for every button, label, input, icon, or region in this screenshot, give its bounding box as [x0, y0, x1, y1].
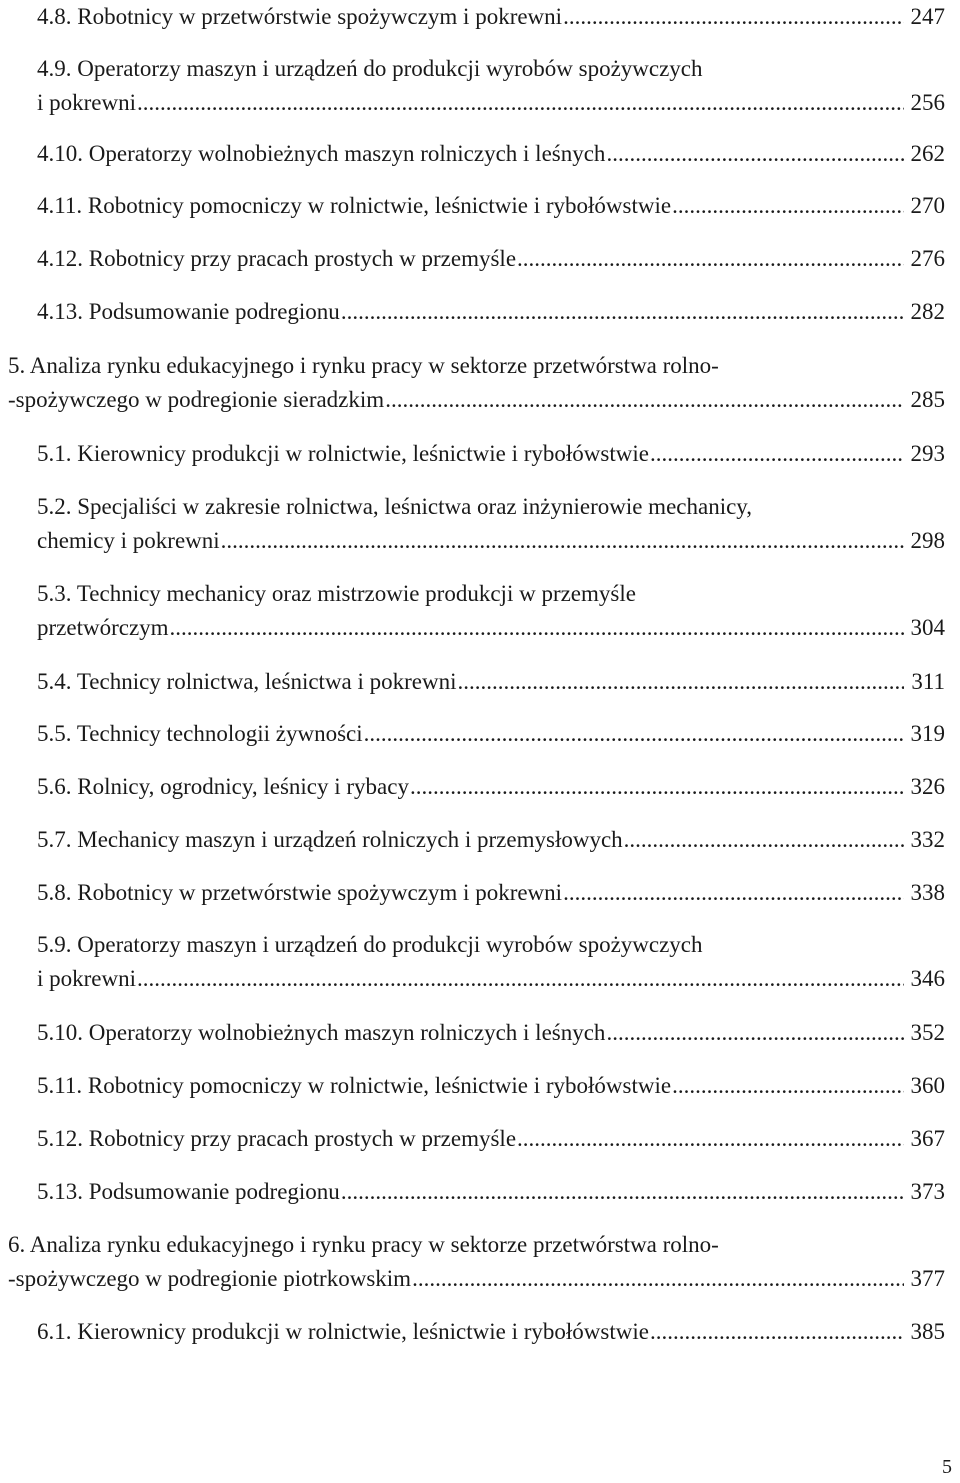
toc-entry-leader-line: [37, 0, 945, 34]
toc-page-number: 285: [910, 387, 945, 412]
dot-leader: [221, 524, 904, 558]
toc-entry-title: 5.5. Technicy technologii żywności: [37, 721, 363, 746]
toc-entry-title: 4.11. Robotnicy pomocniczy w rolnictwie, leśnictwie i rybołówstwie: [37, 193, 672, 218]
toc-entry[interactable]: [37, 295, 945, 329]
toc-entry-title-line: [37, 577, 945, 611]
toc-page-number: 319: [910, 721, 945, 746]
toc-entry[interactable]: [37, 770, 945, 804]
toc-entry-leader-line: [37, 717, 945, 751]
page-number: 5: [942, 1456, 952, 1478]
dot-leader: [650, 1315, 904, 1349]
toc-page-number: 332: [910, 827, 945, 852]
toc-page-number: 304: [910, 615, 945, 640]
dot-leader: [137, 86, 904, 120]
toc-entry-title: 5.3. Technicy mechanicy oraz mistrzowie produkcji w przemyśle: [37, 581, 636, 606]
toc-entry-leader-line: [37, 295, 945, 329]
toc-entry[interactable]: [8, 349, 945, 417]
dot-leader: [672, 189, 904, 223]
toc-entry-title: 4.13. Podsumowanie podregionu: [37, 299, 340, 324]
toc-entry-leader-line: [37, 876, 945, 910]
toc-entry[interactable]: [37, 577, 945, 645]
toc-entry-title: 5.1. Kierownicy produkcji w rolnictwie, leśnictwie i rybołówstwie: [37, 441, 649, 466]
toc-entry-leader-line: [37, 1315, 945, 1349]
toc-page-number: 377: [910, 1266, 945, 1291]
toc-page-number: 298: [910, 528, 945, 553]
toc-entry-title-line: [37, 928, 945, 962]
toc-page-number: 373: [910, 1179, 945, 1204]
dot-leader: [517, 1122, 904, 1156]
dot-leader: [410, 770, 904, 804]
toc-entry[interactable]: [37, 1069, 945, 1103]
toc-entry-title: 5. Analiza rynku edukacyjnego i rynku pracy w sektorze przetwórstwa rolno-: [8, 353, 719, 378]
toc-entry-leader-line: [37, 242, 945, 276]
toc-entry-title: i pokrewni: [37, 966, 137, 991]
toc-entry-title: 4.10. Operatorzy wolnobieżnych maszyn rolniczych i leśnych: [37, 141, 606, 166]
toc-entry-title: i pokrewni: [37, 90, 137, 115]
toc-entry-title: chemicy i pokrewni: [37, 528, 220, 553]
toc-entry-leader-line: [37, 86, 945, 120]
dot-leader: [170, 611, 904, 645]
toc-entry-title: 6. Analiza rynku edukacyjnego i rynku pracy w sektorze przetwórstwa rolno-: [8, 1232, 719, 1257]
dot-leader: [458, 665, 904, 699]
toc-entry-leader-line: [37, 611, 945, 645]
toc-entry-leader-line: [37, 189, 945, 223]
toc-entry[interactable]: [37, 52, 945, 120]
toc-page-number: 270: [910, 193, 945, 218]
dot-leader: [563, 876, 904, 910]
dot-leader: [137, 962, 904, 996]
toc-entry-title: -spożywczego w podregionie piotrkowskim: [8, 1266, 412, 1291]
toc-entry-leader-line: [37, 823, 945, 857]
toc-entry[interactable]: [37, 1175, 945, 1209]
toc-entry[interactable]: [37, 490, 945, 558]
toc-entry-leader-line: [8, 1262, 945, 1296]
toc-page-number: 352: [910, 1020, 945, 1045]
toc-page-number: 262: [910, 141, 945, 166]
toc-entry-title: 5.13. Podsumowanie podregionu: [37, 1179, 340, 1204]
toc-entry-title: 4.8. Robotnicy w przetwórstwie spożywczym i pokrewni: [37, 4, 563, 29]
toc-entry[interactable]: [37, 0, 945, 34]
toc-entry-leader-line: [37, 770, 945, 804]
toc-entry-leader-line: [8, 383, 945, 417]
toc-page-number: 256: [910, 90, 945, 115]
toc-entry[interactable]: [37, 437, 945, 471]
toc-entry-leader-line: [37, 437, 945, 471]
toc-entry-title: 5.4. Technicy rolnictwa, leśnictwa i pokrewni: [37, 669, 457, 694]
dot-leader: [517, 242, 904, 276]
toc-entry-leader-line: [37, 1122, 945, 1156]
toc-page-number: 385: [910, 1319, 945, 1344]
toc-entry-leader-line: [37, 665, 945, 699]
toc-entry-title: 5.8. Robotnicy w przetwórstwie spożywczym i pokrewni: [37, 880, 563, 905]
toc-page-number: 311: [911, 669, 945, 694]
dot-leader: [606, 137, 904, 171]
toc-entry-leader-line: [37, 962, 945, 996]
toc-page-number: 326: [910, 774, 945, 799]
toc-entry[interactable]: [37, 665, 945, 699]
toc-entry[interactable]: [37, 717, 945, 751]
dot-leader: [412, 1262, 904, 1296]
toc-entry[interactable]: [8, 1228, 945, 1296]
toc-entry-title: 5.7. Mechanicy maszyn i urządzeń rolniczych i przemysłowych: [37, 827, 623, 852]
toc-entry-title: 4.9. Operatorzy maszyn i urządzeń do produkcji wyrobów spożywczych: [37, 56, 703, 81]
toc-entry-title: 5.9. Operatorzy maszyn i urządzeń do produkcji wyrobów spożywczych: [37, 932, 703, 957]
dot-leader: [341, 295, 904, 329]
toc-entry[interactable]: [37, 137, 945, 171]
dot-leader: [606, 1016, 904, 1050]
toc-entry[interactable]: [37, 876, 945, 910]
toc-entry-title: 5.6. Rolnicy, ogrodnicy, leśnicy i rybacy: [37, 774, 409, 799]
toc-entry[interactable]: [37, 1016, 945, 1050]
toc-page-number: 346: [910, 966, 945, 991]
toc-entry-title-line: [37, 490, 945, 524]
toc-entry-title: 5.12. Robotnicy przy pracach prostych w przemyśle: [37, 1126, 517, 1151]
dot-leader: [650, 437, 904, 471]
toc-entry[interactable]: [37, 1122, 945, 1156]
toc-page-number: 276: [910, 246, 945, 271]
toc-page-number: 282: [910, 299, 945, 324]
toc-entry-title: 6.1. Kierownicy produkcji w rolnictwie, leśnictwie i rybołówstwie: [37, 1319, 649, 1344]
toc-entry[interactable]: [37, 928, 945, 996]
toc-entry-title-line: [8, 349, 945, 383]
toc-entry-title: 5.11. Robotnicy pomocniczy w rolnictwie, leśnictwie i rybołówstwie: [37, 1073, 672, 1098]
toc-entry[interactable]: [37, 189, 945, 223]
toc-entry-title-line: [8, 1228, 945, 1262]
toc-page-number: 367: [910, 1126, 945, 1151]
toc-entry[interactable]: [37, 1315, 945, 1349]
dot-leader: [385, 383, 904, 417]
toc-entry-title: przetwórczym: [37, 615, 169, 640]
toc-page-number: 360: [910, 1073, 945, 1098]
toc-entry-leader-line: [37, 524, 945, 558]
toc-entry[interactable]: [37, 242, 945, 276]
toc-entry-title: 5.2. Specjaliści w zakresie rolnictwa, leśnictwa oraz inżynierowie mechanicy,: [37, 494, 753, 519]
toc-entry-leader-line: [37, 1175, 945, 1209]
toc-page-number: 338: [910, 880, 945, 905]
toc-entry[interactable]: [37, 823, 945, 857]
toc-entry-leader-line: [37, 1016, 945, 1050]
dot-leader: [364, 717, 904, 751]
toc-entry-leader-line: [37, 137, 945, 171]
dot-leader: [341, 1175, 904, 1209]
dot-leader: [624, 823, 904, 857]
toc-entry-title-line: [37, 52, 945, 86]
dot-leader: [563, 0, 904, 34]
toc-page-number: 293: [910, 441, 945, 466]
toc-page-number: 247: [910, 4, 945, 29]
toc-entry-title: 4.12. Robotnicy przy pracach prostych w przemyśle: [37, 246, 517, 271]
toc-entry-title: -spożywczego w podregionie sieradzkim: [8, 387, 385, 412]
dot-leader: [672, 1069, 904, 1103]
toc-entry-leader-line: [37, 1069, 945, 1103]
toc-entry-title: 5.10. Operatorzy wolnobieżnych maszyn rolniczych i leśnych: [37, 1020, 606, 1045]
